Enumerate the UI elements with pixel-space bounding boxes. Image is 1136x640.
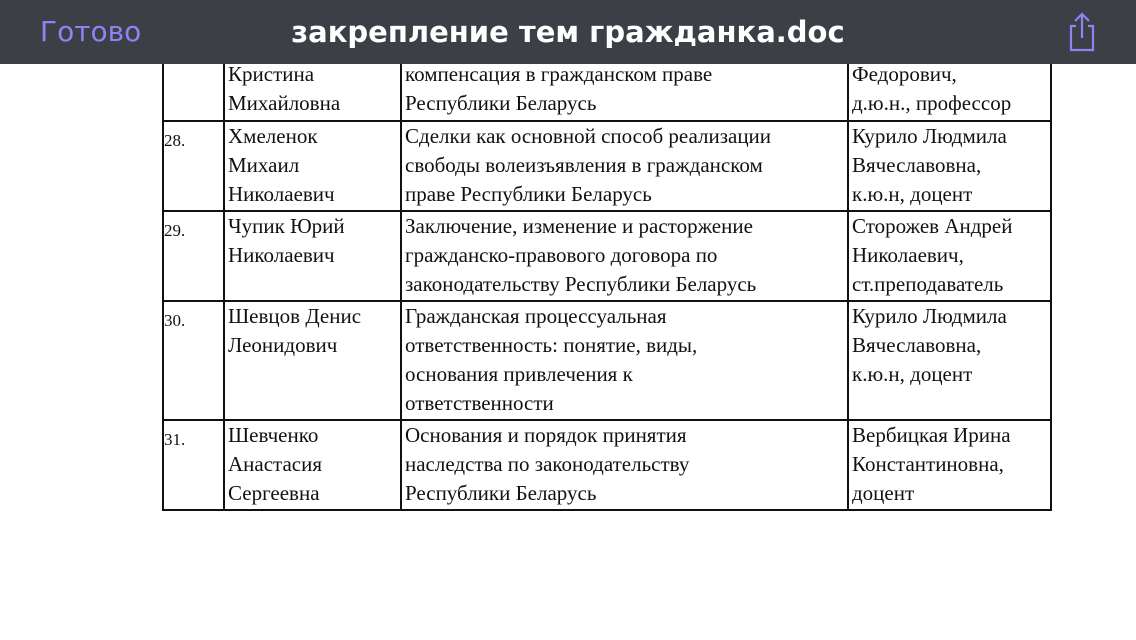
document-title: закрепление тем гражданка.doc [291,15,845,49]
row-number-cell: 31. [163,420,224,510]
supervisor-cell: Курило Людмила Вячеславовна, к.ю.н, доцент [848,121,1051,211]
student-name-cell: Хмеленок Михаил Николаевич [224,121,401,211]
topic-cell: Гражданская процессуальная ответственность: понятие, виды, основания привлечения к ответственности [401,301,848,420]
supervisor-cell: Федорович, д.ю.н., профессор [848,64,1051,121]
student-name-cell: Чупик Юрий Николаевич [224,211,401,301]
topic-cell: Заключение, изменение и расторжение гражданско-правового договора по законодательству Республики Беларусь [401,211,848,301]
topic-cell: Основания и порядок принятия наследства по законодательству Республики Беларусь [401,420,848,510]
supervisor-cell: Сторожев Андрей Николаевич, ст.преподаватель [848,211,1051,301]
topic-cell: компенсация в гражданском праве Республики Беларусь [401,64,848,121]
table-row [163,121,1051,211]
document-content[interactable] [0,64,1136,640]
share-icon [1062,10,1102,54]
student-name-cell: Кристина Михайловна [224,64,401,121]
student-name-cell: Шевцов Денис Леонидович [224,301,401,420]
row-number-cell [163,64,224,121]
table-row [163,420,1051,510]
table-row [163,64,1051,121]
students-topics-table [162,64,1052,511]
topic-cell: Сделки как основной способ реализации свободы волеизъявления в гражданском праве Республики Беларусь [401,121,848,211]
student-name-cell: Шевченко Анастасия Сергеевна [224,420,401,510]
row-number-cell: 29. [163,211,224,301]
supervisor-cell: Вербицкая Ирина Константиновна, доцент [848,420,1051,510]
done-button[interactable]: Готово [40,15,142,48]
table-row [163,301,1051,420]
supervisor-cell: Курило Людмила Вячеславовна, к.ю.н, доцент [848,301,1051,420]
top-navigation-bar [0,0,1136,64]
row-number-cell: 28. [163,121,224,211]
share-button[interactable] [1062,10,1102,54]
table-row [163,211,1051,301]
row-number-cell: 30. [163,301,224,420]
